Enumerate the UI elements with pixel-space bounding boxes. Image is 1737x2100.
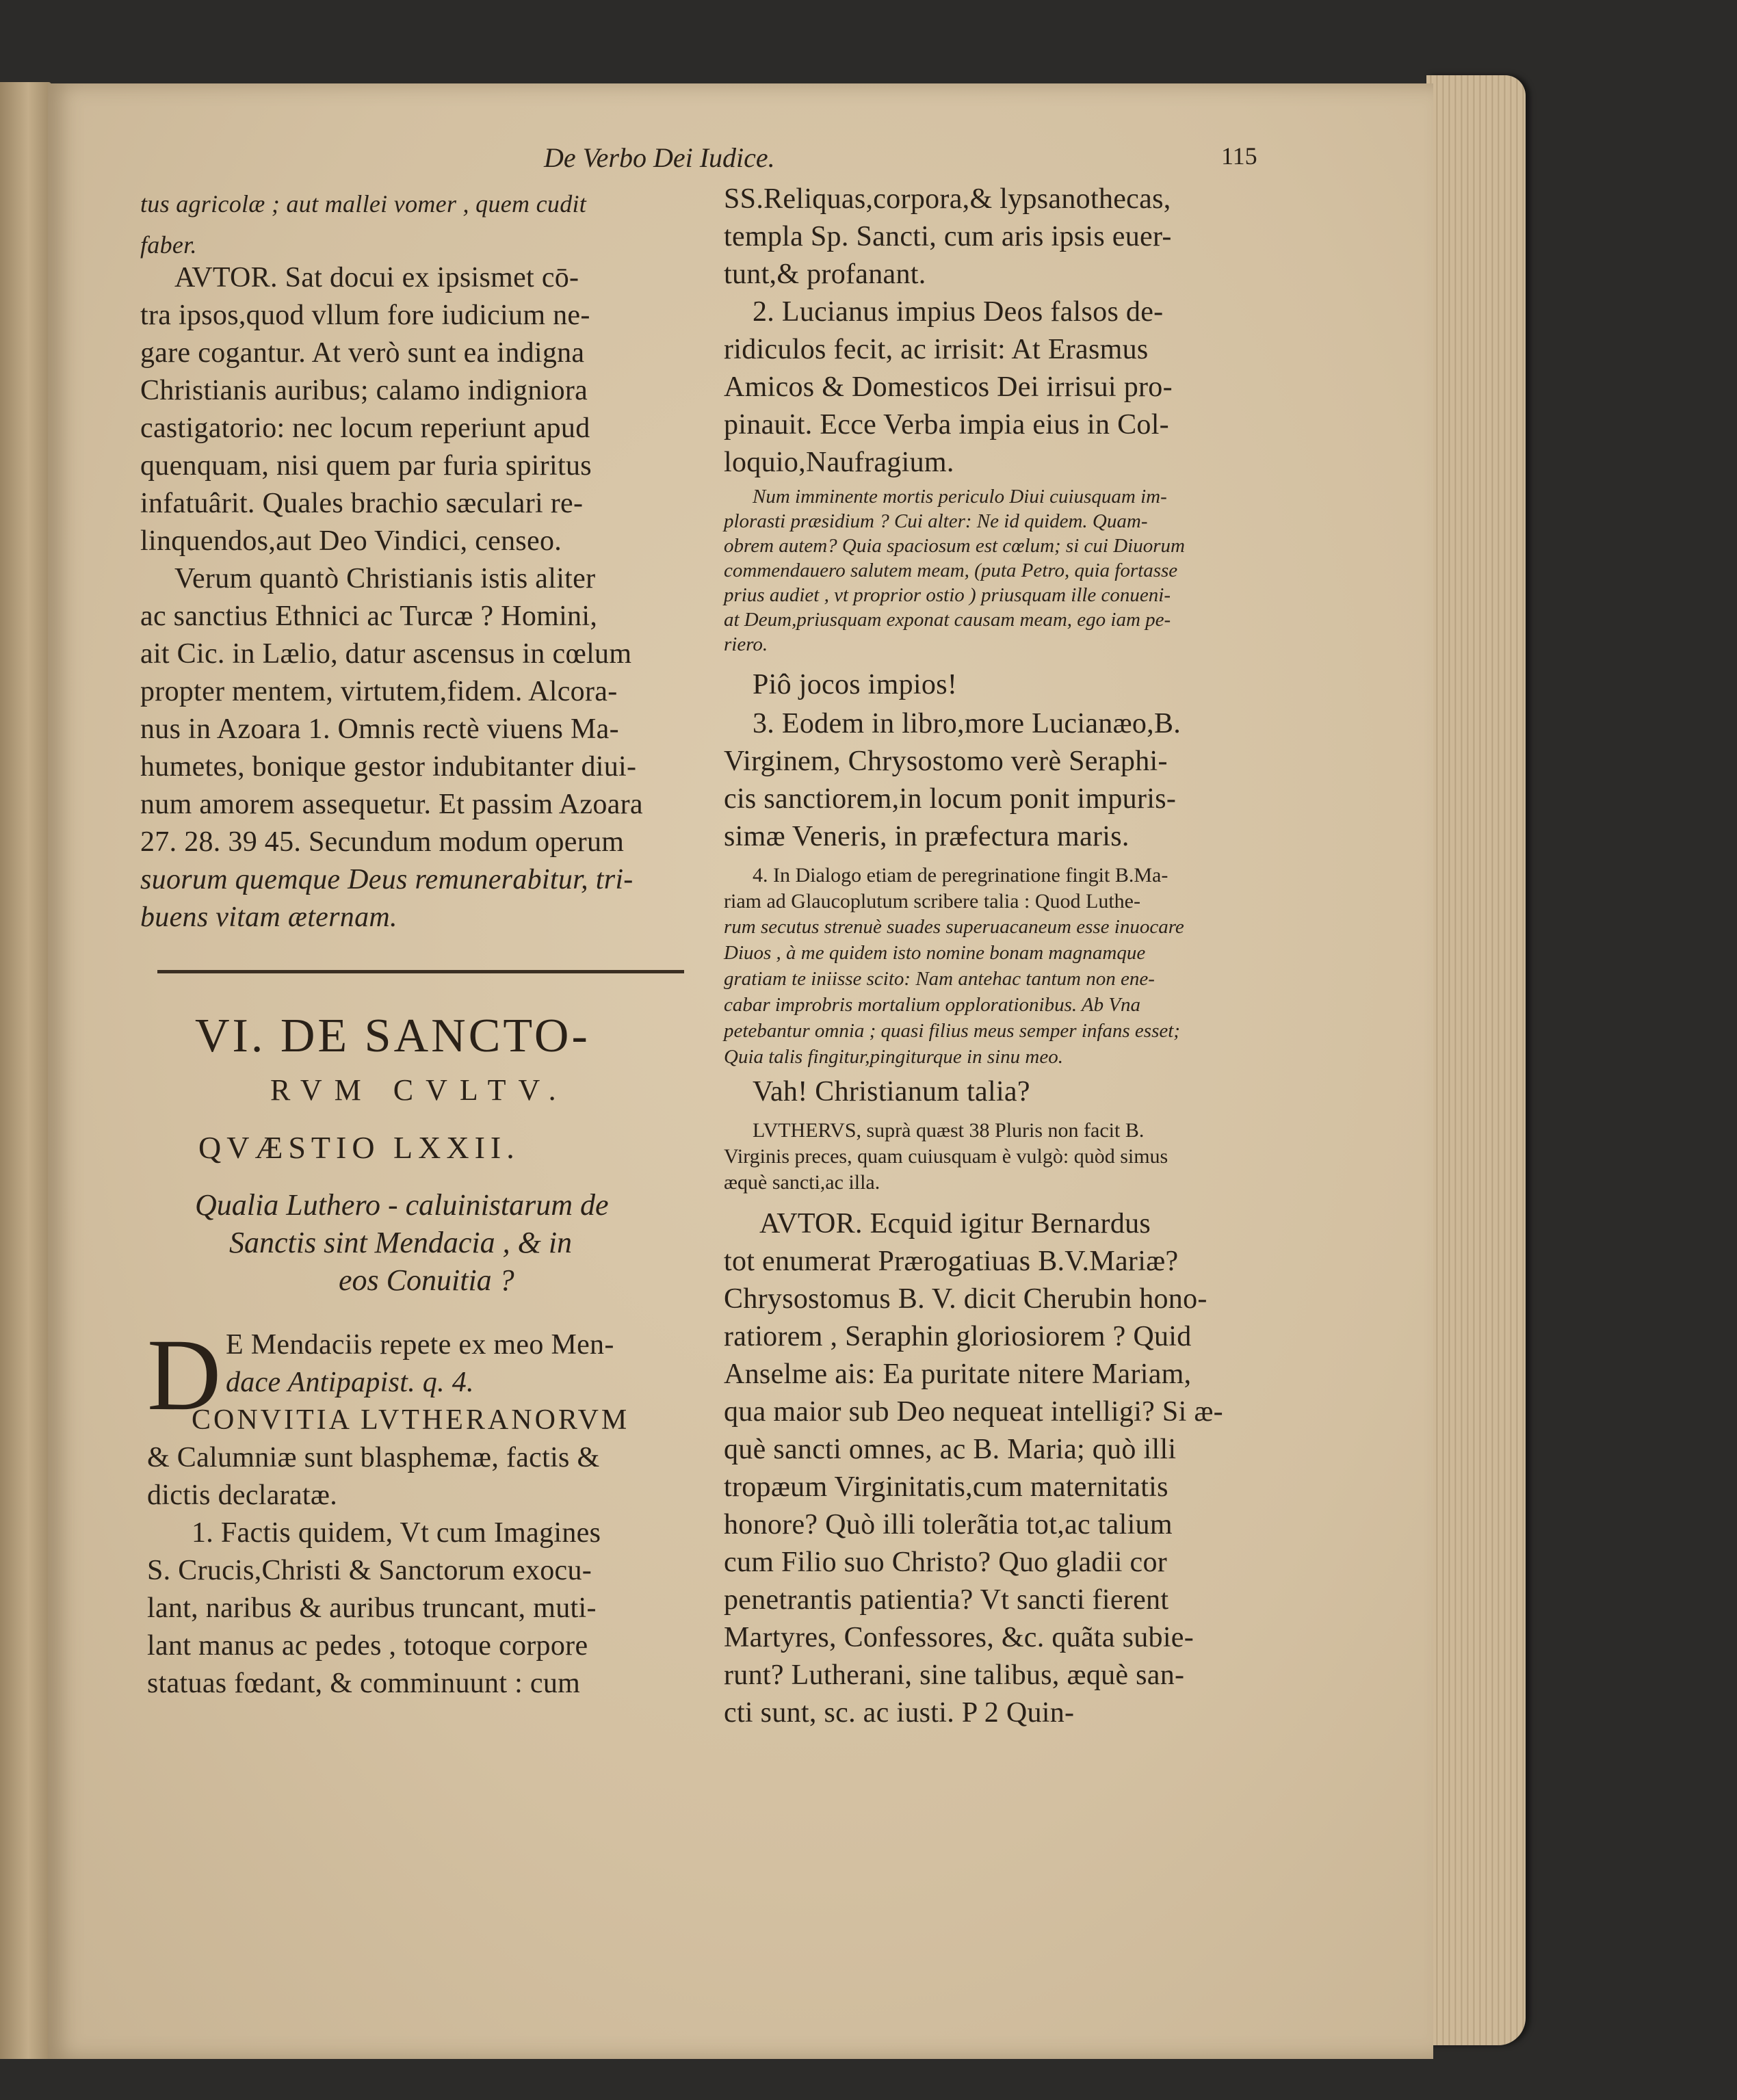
quote-line: commendauero salutem meam, (puta Petro, quia fortasse — [724, 560, 1178, 581]
text-line: E Mendaciis repete ex meo Men- — [226, 1329, 614, 1361]
note-line: Virginis preces, quam cuiusquam è vulgò: quòd simus — [724, 1145, 1168, 1168]
text-line: linquendos,aut Deo Vindici, censeo. — [140, 525, 562, 557]
quote-line: Num imminente mortis periculo Diui cuiusquam im- — [753, 486, 1167, 508]
text-line: faber. — [140, 231, 197, 259]
text-line: Virginem, Chrysostomo verè Seraphi- — [724, 746, 1168, 777]
quote-line: petebantur omnia ; quasi filius meus semper infans esset; — [724, 1020, 1180, 1042]
question-subtitle: Sanctis sint Mendacia , & in — [229, 1226, 573, 1259]
text-line: suorum quemque Deus remunerabitur, tri- — [140, 864, 634, 895]
text-line: ridiculos fecit, ac irrisit: At Erasmus — [724, 334, 1149, 365]
text-line: lant manus ac pedes , totoque corpore — [147, 1630, 588, 1662]
text-line: buens vitam æternam. — [140, 902, 397, 933]
text-line: Amicos & Domesticos Dei irrisui pro- — [724, 371, 1173, 403]
question-subtitle: eos Conuitia ? — [339, 1263, 514, 1297]
text-line: honore? Quò illi tolerãtia tot,ac talium — [724, 1509, 1173, 1540]
text-line: tropæum Virginitatis,cum maternitatis — [724, 1471, 1168, 1503]
text-line: tunt,& profanant. — [724, 259, 926, 290]
text-line: num amorem assequetur. Et passim Azoara — [140, 789, 643, 820]
note-line: æquè sancti,ac illa. — [724, 1171, 880, 1194]
text-line: Anselme ais: Ea puritate nitere Mariam, — [724, 1359, 1192, 1390]
section-title: VI. DE SANCTO- — [195, 1010, 590, 1062]
quote-line: riero. — [724, 633, 768, 655]
quote-line: at Deum,priusquam exponat causam meam, ego iam pe- — [724, 609, 1171, 631]
section-title-continued: RVM CVLTV. — [270, 1073, 569, 1107]
quote-line: riam ad Glaucoplutum scribere talia : Quod Luthe- — [724, 890, 1140, 913]
text-line: 2. Lucianus impius Deos falsos de- — [753, 296, 1164, 328]
quote-line: prius audiet , vt proprior ostio ) priusquam ille conueni- — [724, 584, 1171, 606]
text-line: CONVITIA LVTHERANORVM — [192, 1404, 630, 1436]
text-line: 3. Eodem in libro,more Lucianæo,B. — [753, 708, 1181, 739]
quote-line: plorasti præsidium ? Cui alter: Ne id quidem. Quam- — [724, 510, 1148, 532]
text-line: S. Crucis,Christi & Sanctorum exocu- — [147, 1555, 592, 1586]
text-line: Vah! Christianum talia? — [753, 1076, 1030, 1107]
quote-line: 4. In Dialogo etiam de peregrinatione fingit B.Ma- — [753, 864, 1168, 887]
text-line: infatuârit. Quales brachio sæculari re- — [140, 488, 584, 519]
text-line: Chrysostomus B. V. dicit Cherubin hono- — [724, 1283, 1207, 1315]
text-line: cum Filio suo Christo? Quo gladii cor — [724, 1547, 1168, 1578]
text-line: cis sanctiorem,in locum ponit impuris- — [724, 783, 1177, 815]
text-line: loquio,Naufragium. — [724, 447, 954, 478]
text-line: tot enumerat Prærogatiuas B.V.Mariæ? — [724, 1246, 1179, 1277]
text-line: quenquam, nisi quem par furia spiritus — [140, 450, 592, 482]
text-line: statuas fœdant, & comminuunt : cum — [147, 1668, 581, 1699]
running-head: De Verbo Dei Iudice. — [544, 142, 775, 173]
text-line: lant, naribus & auribus truncant, muti- — [147, 1592, 597, 1624]
text-line: Martyres, Confessores, &c. quãta subie- — [724, 1622, 1194, 1653]
text-line: simæ Veneris, in præfectura maris. — [724, 821, 1129, 852]
text-line: 1. Factis quidem, Vt cum Imagines — [192, 1517, 601, 1549]
quote-line: rum secutus strenuè suades superuacaneum esse inuocare — [724, 916, 1184, 938]
text-line: dictis declaratæ. — [147, 1480, 337, 1511]
quote-line: obrem autem? Quia spaciosum est cœlum; si cui Diuorum — [724, 535, 1185, 557]
text-line: pinauit. Ecce Verba impia eius in Col- — [724, 409, 1169, 441]
text-line: Christianis auribus; calamo indigniora — [140, 375, 588, 406]
text-line: runt? Lutherani, sine talibus, æquè san- — [724, 1659, 1185, 1691]
text-line: gare cogantur. At verò sunt ea indigna — [140, 337, 585, 369]
text-line: penetrantis patientia? Vt sancti fierent — [724, 1584, 1169, 1616]
drop-cap: D — [147, 1318, 222, 1432]
text-line: cti sunt, sc. ac iusti. P 2 Quin- — [724, 1697, 1075, 1729]
text-line: ac sanctius Ethnici ac Turcæ ? Homini, — [140, 601, 598, 632]
question-title: QVÆSTIO LXXII. — [198, 1130, 520, 1165]
text-line: humetes, bonique gestor indubitanter diui- — [140, 751, 637, 783]
text-line: propter mentem, virtutem,fidem. Alcora- — [140, 676, 618, 707]
text-line: ratiorem , Seraphin gloriosiorem ? Quid — [724, 1321, 1192, 1352]
text-line: templa Sp. Sancti, cum aris ipsis euer- — [724, 221, 1172, 252]
text-line: què sancti omnes, ac B. Maria; quò illi — [724, 1434, 1177, 1465]
text-line: ait Cic. in Lælio, datur ascensus in cœlum — [140, 638, 632, 670]
text-line: nus in Azoara 1. Omnis rectè viuens Ma- — [140, 713, 619, 745]
text-line: Verum quantò Christianis istis aliter — [174, 563, 596, 594]
text-line: tra ipsos,quod vllum fore iudicium ne- — [140, 300, 590, 331]
text-line: AVTOR. Ecquid igitur Bernardus — [759, 1208, 1151, 1239]
page-number: 115 — [1221, 142, 1257, 170]
text-line: 27. 28. 39 45. Secundum modum operum — [140, 826, 625, 858]
quote-line: cabar improbris mortalium opplorationibus. Ab Vna — [724, 994, 1141, 1016]
quote-line: gratiam te iniisse scito: Nam antehac tantum non ene- — [724, 968, 1155, 990]
note-line: LVTHERVS, suprà quæst 38 Pluris non facit B. — [753, 1119, 1145, 1142]
quote-line: Diuos , à me quidem isto nomine bonam magnamque — [724, 942, 1146, 964]
section-divider — [157, 970, 684, 973]
left-page-edge — [0, 82, 51, 2059]
text-line: Piô jocos impios! — [753, 669, 958, 700]
text-line: dace Antipapist. q. 4. — [226, 1367, 474, 1398]
text-line: SS.Reliquas,corpora,& lypsanothecas, — [724, 183, 1171, 215]
text-line: qua maior sub Deo nequeat intelligi? Si æ- — [724, 1396, 1223, 1428]
text-line: castigatorio: nec locum reperiunt apud — [140, 412, 590, 444]
question-subtitle: Qualia Luthero - caluinistarum de — [195, 1188, 609, 1222]
page-stack-edge — [1426, 75, 1526, 2045]
quote-line: Quia talis fingitur,pingiturque in sinu meo. — [724, 1046, 1063, 1068]
text-line: AVTOR. Sat docui ex ipsismet cō- — [174, 262, 579, 293]
text-line: & Calumniæ sunt blasphemæ, factis & — [147, 1442, 600, 1473]
text-line: tus agricolæ ; aut mallei vomer , quem cudit — [140, 190, 587, 218]
